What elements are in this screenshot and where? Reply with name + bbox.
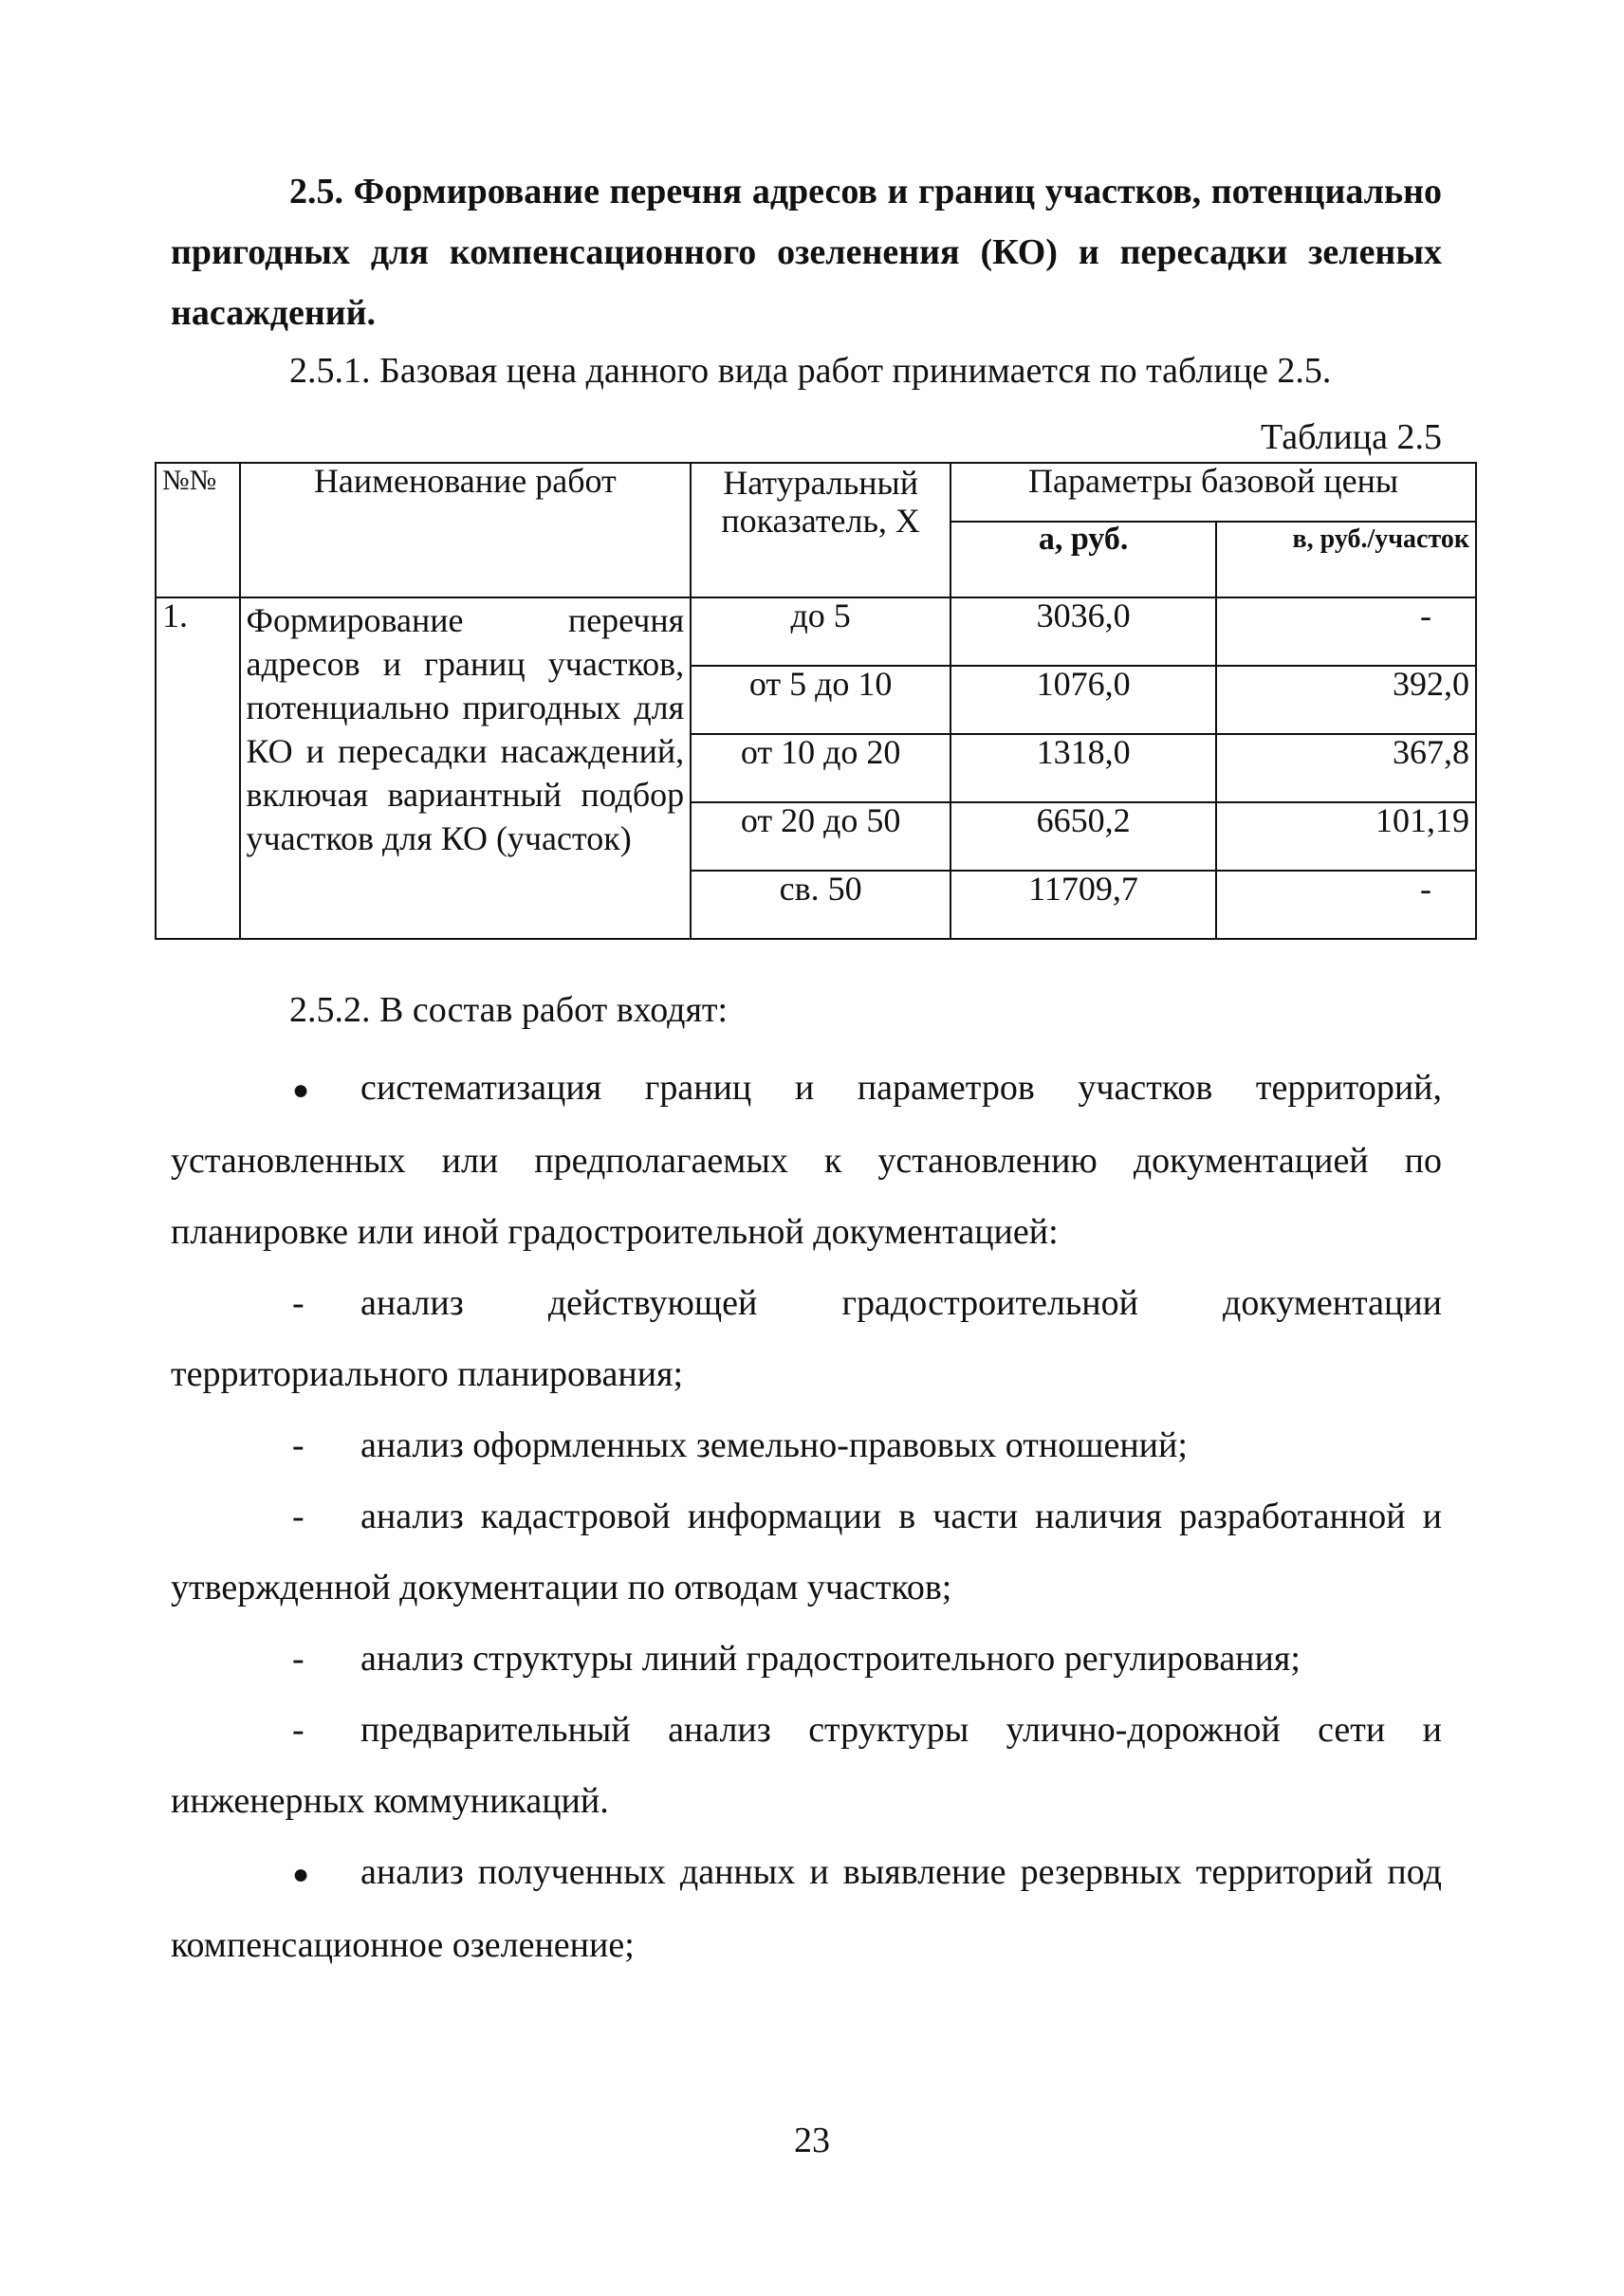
range-b: 392,0 [1216,666,1476,734]
dash-icon: - [292,1497,304,1536]
range-x: от 20 до 50 [691,802,950,871]
range-b: - [1216,871,1476,939]
page-number: 23 [794,2121,830,2160]
header-natural-indicator: Натуральный показатель, X [691,463,950,597]
range-a: 6650,2 [950,802,1216,871]
dash-icon: - [292,1639,304,1679]
table-caption: Таблица 2.5 [1260,417,1442,457]
row-work-name: Формирование перечня адресов и границ участков, потенциально пригодных для КО и пересадки насаждений, включая вариантный подбор участков для КО (участок) [240,597,692,939]
bullet-icon: ● [292,1859,310,1890]
range-x: от 10 до 20 [691,734,950,802]
list-item: - анализ оформленных земельно-правовых отношений; [171,1410,1442,1481]
header-number: №№ [156,463,240,597]
header-name: Наименование работ [240,463,692,597]
list-item: - анализ структуры линий градостроительного регулирования; [171,1624,1442,1695]
range-a: 1318,0 [950,734,1216,802]
base-price-table [155,462,1477,940]
header-b: в, руб./участок [1216,522,1476,597]
composition-heading: 2.5.2. В состав работ входят: [289,990,729,1030]
range-a: 1076,0 [950,666,1216,734]
range-x: от 5 до 10 [691,666,950,734]
range-x: св. 50 [691,871,950,939]
header-a: а, руб. [950,522,1216,597]
row-number: 1. [156,597,240,939]
list-item: - анализ действующей градостроительной документации территориального планирования; [171,1268,1442,1410]
list-item: ● анализ полученных данных и выявление резервных территорий под компенсационное озеленение; [171,1837,1442,1981]
intro-paragraph: 2.5.1. Базовая цена данного вида работ принимается по таблице 2.5. [289,351,1332,391]
table-header-row [156,463,1476,522]
dash-icon: - [292,1710,304,1750]
header-base-price-params: Параметры базовой цены [950,463,1476,522]
list-item: - анализ кадастровой информации в части наличия разработанной и утвержденной документации по отводам участков; [171,1481,1442,1624]
section-heading: 2.5. Формирование перечня адресов и границ участков, потенциально пригодных для компенсационного озеленения (КО) и пересадки зеленых насаждений. [171,172,1442,333]
range-b: 101,19 [1216,802,1476,871]
dash-icon: - [292,1283,304,1323]
range-a: 11709,7 [950,871,1216,939]
list-item: ● систематизация границ и параметров участков территорий, установленных или предполагаемых к установлению документацией по планировке или иной градостроительной документацией: [171,1053,1442,1268]
dash-icon: - [292,1425,304,1465]
range-b: 367,8 [1216,734,1476,802]
list-item: - предварительный анализ структуры улично-дорожной сети и инженерных коммуникаций. [171,1695,1442,1837]
table-row [156,597,1476,666]
range-a: 3036,0 [950,597,1216,666]
range-x: до 5 [691,597,950,666]
bullet-icon: ● [292,1075,310,1106]
range-b: - [1216,597,1476,666]
work-list [171,1053,1442,1981]
